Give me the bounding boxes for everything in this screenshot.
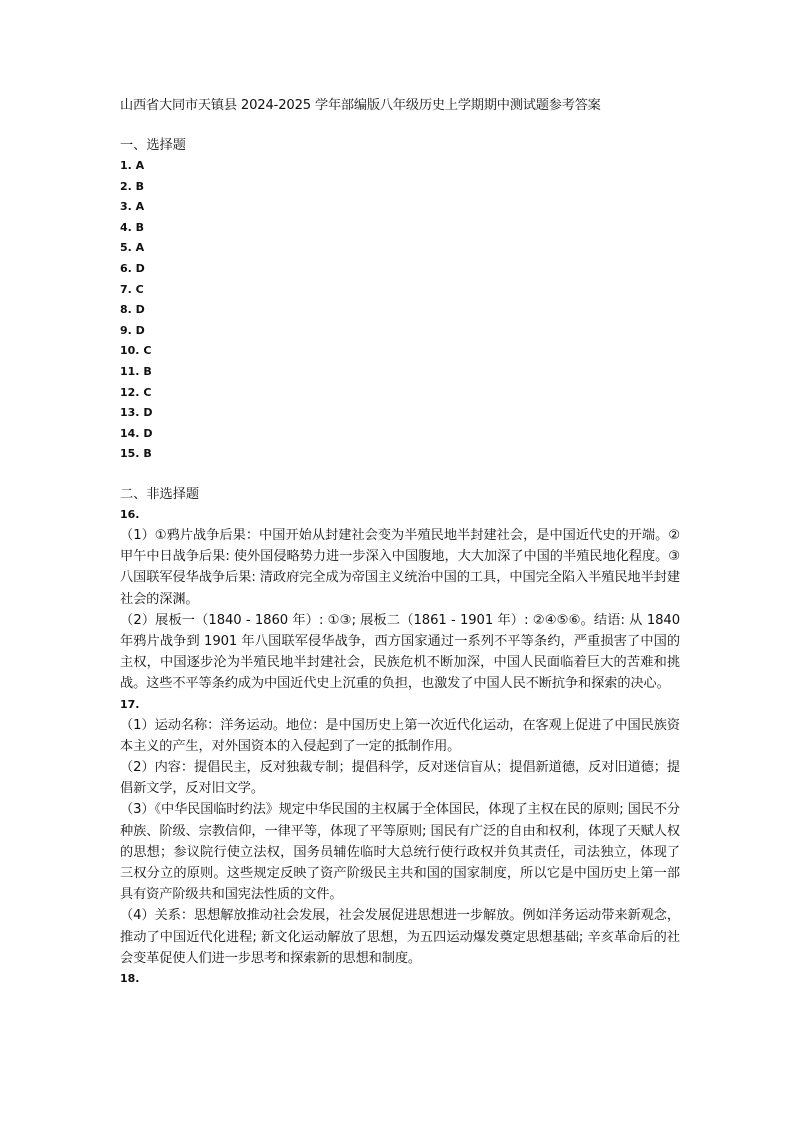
document-title: 山西省大同市天镇县 2024-2025 学年部编版八年级历史上学期期中测试题参考答案 — [120, 98, 601, 113]
spacer — [120, 465, 680, 485]
answer-item: 2. B — [120, 179, 145, 193]
answer-list — [120, 156, 680, 465]
question-number-17: 17. — [120, 697, 140, 711]
answer-item: 4. B — [120, 220, 145, 234]
answer-item: 1. A — [120, 159, 145, 172]
section-heading-nonchoice: 二、非选择题 — [120, 486, 200, 502]
section-heading-choice: 一、选择题 — [120, 138, 186, 153]
answer-item: 5. A — [120, 241, 145, 255]
answer-item: 12. C — [120, 385, 152, 399]
answer-item: 6. D — [120, 261, 145, 275]
answer-paragraph: （2）展板一（1840 - 1860 年）: ①③; 展板二（1861 - 1901 年）: ②④⑤⑥。结语: 从 1840 年鸦片战争到 1901 年八国联军侵华战争，西方国家通过一系列不平等条约，严重损害了中国的主权，中国逐步沦为半殖民地半封建社会，民族危机不断加深，中国人民面临着巨大的苦难和挑战。这些不平等条约成为中国近代史上沉重的负担，也激发了中国人民不断抗争和探索的决心。 — [120, 612, 680, 692]
answer-paragraph: （4）关系：思想解放推动社会发展，社会发展促进思想进一步解放。例如洋务运动带来新观念，推动了中国近代化进程; 新文化运动解放了思想，为五四运动爆发奠定思想基础; 辛亥革命后的社会变革促使人们进一步思考和探索新的思想和制度。 — [120, 908, 680, 966]
answer-item: 8. D — [120, 303, 145, 317]
answer-paragraph: （2）内容：提倡民主，反对独裁专制；提倡科学，反对迷信盲从；提倡新道德，反对旧道德；提倡新文学，反对旧文学。 — [120, 759, 680, 797]
answer-paragraph: （3）《中华民国临时约法》规定中华民国的主权属于全体国民，体现了主权在民的原则; 国民不分种族、阶级、宗教信仰，一律平等，体现了平等原则; 国民有广泛的自由和权利，体现了天赋人权的思想；参议院行使立法权，国务员辅佐临时大总统行使行政权并负其责任，司法独立，体现了三权分立的原则。这些规定反映了资产阶级民主共和国的国家制度，所以它是中国历史上第一部具有资产阶级共和国宪法性质的文件。 — [120, 802, 680, 903]
answer-item: 3. A — [120, 200, 145, 214]
answer-item: 10. C — [120, 344, 152, 358]
answer-item: 13. D — [120, 406, 153, 420]
answer-item: 7. C — [120, 282, 144, 296]
answer-item: 14. D — [120, 426, 153, 440]
question-number-18: 18. — [120, 971, 140, 985]
answer-item: 9. D — [120, 323, 145, 337]
answer-paragraph: （1）①鸦片战争后果：中国开始从封建社会变为半殖民地半封建社会，是中国近代史的开端。②甲午中日战争后果: 使外国侵略势力进一步深入中国腹地，大大加深了中国的半殖民地化程度。③八国联军侵华战争后果: 清政府完全成为帝国主义统治中国的工具，中国完全陷入半殖民地半封建社会的深渊。 — [120, 527, 680, 607]
answer-item: 11. B — [120, 364, 152, 378]
answer-item: 15. B — [120, 447, 152, 461]
answer-paragraph: （1）运动名称：洋务运动。地位：是中国历史上第一次近代化运动，在客观上促进了中国民族资本主义的产生，对外国资本的入侵起到了一定的抵制作用。 — [120, 717, 680, 754]
document-page — [120, 96, 680, 989]
question-number-16: 16. — [120, 507, 140, 521]
